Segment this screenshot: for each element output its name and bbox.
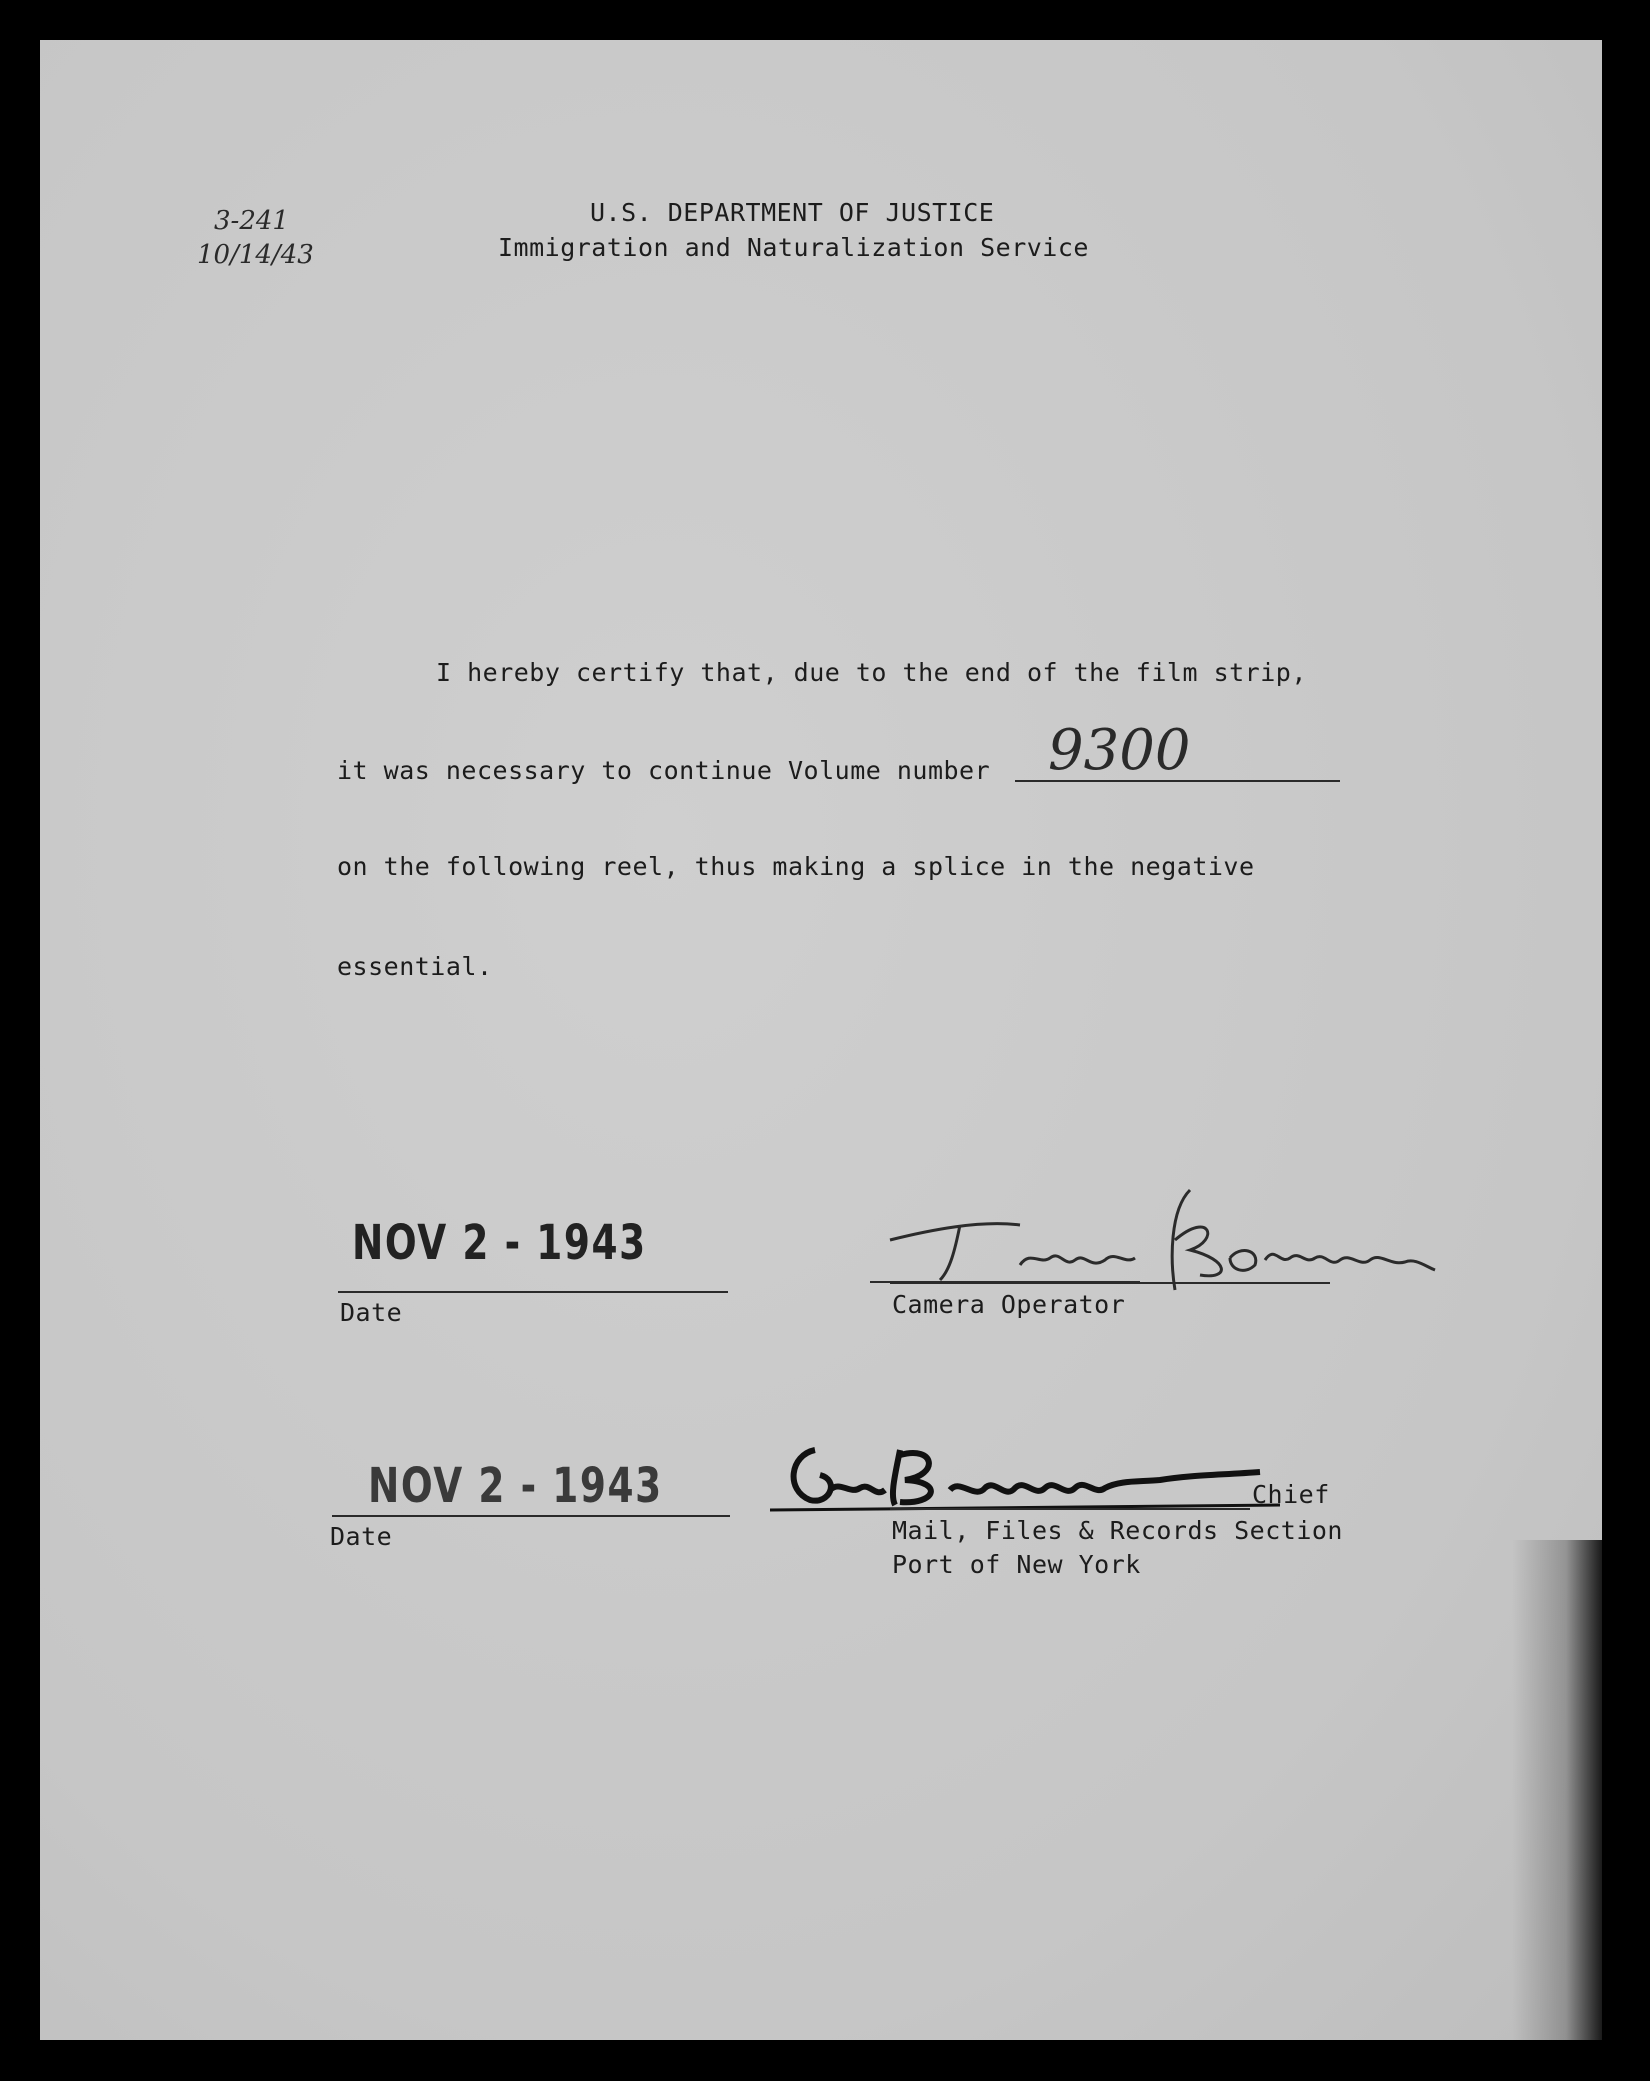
- document-page: [40, 40, 1602, 2040]
- chief-title: Chief: [1252, 1480, 1330, 1509]
- operator-signature-line: [890, 1282, 1330, 1284]
- chief-date-line: [332, 1515, 730, 1517]
- form-number: 3-241: [214, 206, 289, 236]
- chief-port-line: Port of New York: [892, 1550, 1141, 1579]
- operator-date-stamp: NOV 2 - 1943: [352, 1215, 647, 1271]
- operator-date-label: Date: [340, 1298, 403, 1327]
- certification-line-2: it was necessary to continue Volume number: [337, 756, 991, 785]
- chief-section-line: Mail, Files & Records Section: [892, 1516, 1343, 1545]
- chief-date-label: Date: [330, 1522, 393, 1551]
- certification-line-4: essential.: [337, 952, 493, 981]
- page-curl-shadow: [1512, 1540, 1602, 2040]
- volume-number: 9300: [1048, 718, 1191, 783]
- chief-signature-line: [890, 1508, 1250, 1510]
- form-date: 10/14/43: [197, 240, 314, 270]
- certification-line-3: on the following reel, thus making a splice in the negative: [337, 852, 1255, 881]
- camera-operator-label: Camera Operator: [892, 1290, 1126, 1319]
- chief-signature: [760, 1420, 1320, 1520]
- department-heading: U.S. DEPARTMENT OF JUSTICE: [590, 198, 995, 227]
- certification-line-1: I hereby certify that, due to the end of the film strip,: [436, 658, 1307, 687]
- service-heading: Immigration and Naturalization Service: [498, 233, 1089, 262]
- operator-date-line: [338, 1291, 728, 1293]
- chief-date-stamp: NOV 2 - 1943: [368, 1458, 663, 1514]
